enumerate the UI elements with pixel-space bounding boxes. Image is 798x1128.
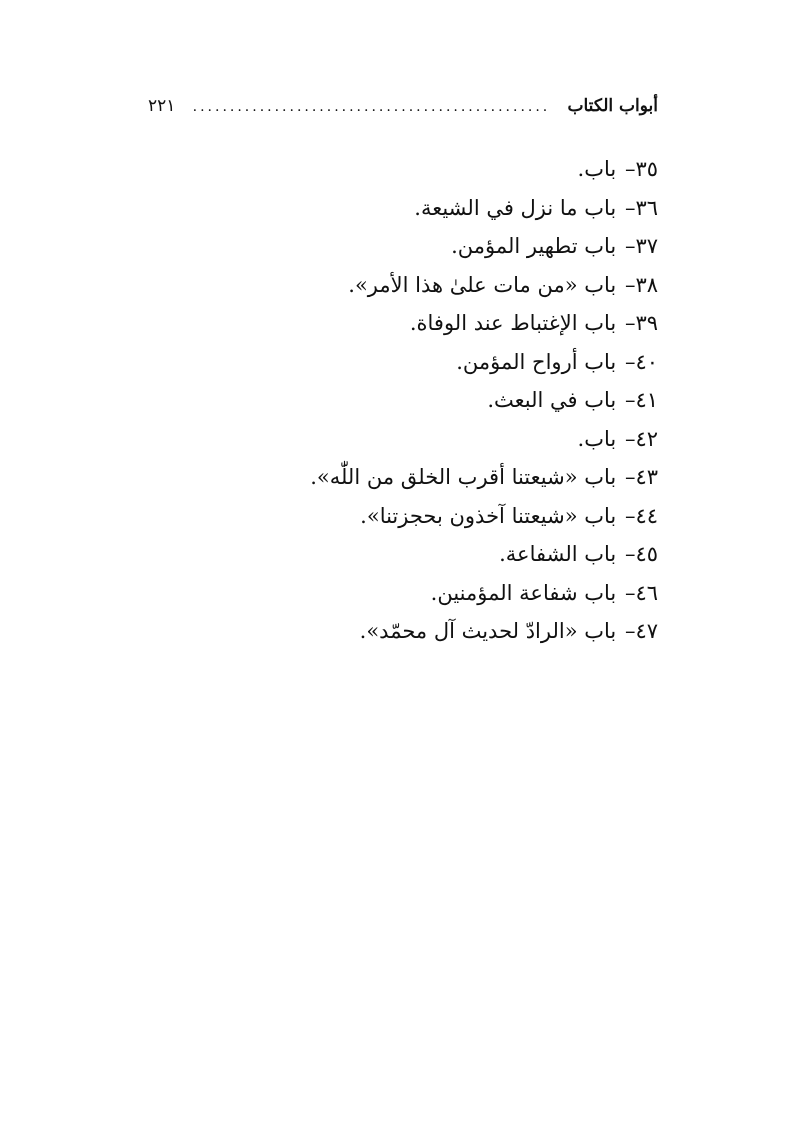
chapter-number: ٣٥– [624, 157, 658, 181]
chapter-item [138, 266, 658, 305]
chapter-number: ٤٢– [624, 426, 658, 451]
chapter-title: باب. [577, 157, 617, 181]
dot-leader: ................................................ [192, 99, 551, 115]
chapter-item [138, 227, 658, 266]
chapter-number: ٤٣– [624, 465, 658, 489]
chapter-number: ٣٦– [624, 195, 658, 220]
chapter-number: ٤٧– [624, 619, 658, 643]
chapter-item [138, 612, 658, 651]
chapter-item [138, 189, 658, 228]
chapter-title: باب أرواح المؤمن. [456, 349, 617, 374]
chapter-number: ٣٨– [624, 272, 658, 297]
chapter-title: باب تطهير المؤمن. [451, 234, 617, 258]
page-number: ٢٢١ [148, 96, 176, 116]
chapter-item [138, 497, 658, 536]
chapter-title: باب ما نزل في الشيعة. [414, 195, 617, 220]
chapter-title: باب الإغتباط عند الوفاة. [409, 311, 617, 335]
chapter-title: باب شفاعة المؤمنين. [430, 580, 617, 605]
chapter-title: باب. [577, 426, 617, 451]
chapter-title: باب «شيعتنا أقرب الخلق من اللّٰه». [310, 465, 617, 489]
running-header [148, 96, 658, 126]
chapter-item [138, 304, 658, 343]
chapter-number: ٣٧– [624, 234, 658, 258]
chapter-number: ٤٥– [624, 542, 658, 566]
chapter-title: باب «من مات علىٰ هذا الأمر». [348, 272, 617, 297]
chapter-list [138, 150, 658, 651]
chapter-item [138, 535, 658, 574]
chapter-item [138, 381, 658, 420]
header-title: أبواب الكتاب [567, 96, 658, 116]
chapter-title: باب الشفاعة. [499, 542, 617, 566]
chapter-number: ٤٦– [624, 580, 658, 605]
chapter-item [138, 343, 658, 382]
chapter-number: ٤١– [624, 388, 658, 412]
chapter-number: ٤٤– [624, 503, 658, 528]
chapter-item [138, 574, 658, 613]
chapter-item [138, 420, 658, 459]
chapter-title: باب «شيعتنا آخذون بحجزتنا». [360, 503, 617, 528]
chapter-item [138, 458, 658, 497]
chapter-number: ٣٩– [624, 311, 658, 335]
chapter-title: باب في البعث. [487, 388, 617, 412]
chapter-item [138, 150, 658, 189]
chapter-number: ٤٠– [624, 349, 658, 374]
chapter-title: باب «الرادّ لحديث آل محمّد». [359, 619, 617, 643]
